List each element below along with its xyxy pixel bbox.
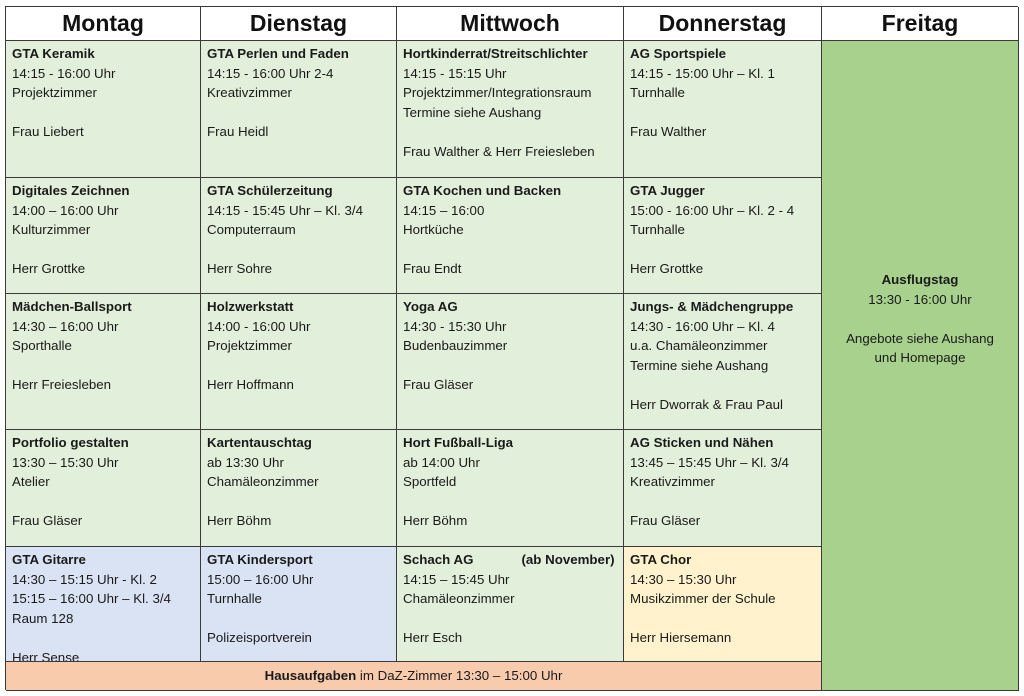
activity-line	[12, 492, 194, 512]
activity-line	[12, 240, 194, 260]
activity-line: 14:30 - 15:30 Uhr	[403, 318, 507, 334]
activity-title	[630, 181, 815, 201]
activity-line: Herr Grottke	[12, 261, 86, 277]
homework-label: Hausaufgaben	[264, 668, 357, 683]
activity-title	[630, 297, 815, 317]
activity-cell	[6, 178, 201, 294]
activity-line: 14:30 – 15:30 Uhr	[630, 571, 737, 587]
activity-line: 13:45 – 15:45 Uhr – Kl. 3/4	[630, 454, 789, 470]
activity-title-text: Schach AG	[403, 552, 474, 567]
activity-line: Frau Liebert	[12, 124, 84, 140]
activity-line: Budenbauzimmer	[403, 338, 508, 354]
activity-line: Herr Böhm	[207, 513, 272, 529]
activity-line: 14:30 – 16:00 Uhr	[12, 318, 119, 334]
activity-cell	[397, 41, 624, 178]
activity-cell	[624, 294, 822, 430]
activity-line: 14:00 – 16:00 Uhr	[12, 202, 119, 218]
activity-line: 15:15 – 16:00 Uhr – Kl. 3/4	[12, 591, 171, 607]
activity-line: Hortküche	[403, 222, 464, 238]
activity-line	[207, 492, 390, 512]
activity-title-text: Digitales Zeichnen	[12, 183, 130, 198]
activity-line: 14:15 - 16:00 Uhr	[12, 65, 116, 81]
activity-line: 13:30 – 15:30 Uhr	[12, 454, 119, 470]
activity-cell	[397, 430, 624, 547]
activity-title	[12, 297, 194, 317]
activity-line: u.a. Chamäleonzimmer	[630, 338, 768, 354]
activity-title	[12, 181, 194, 201]
friday-info-2: und Homepage	[874, 350, 966, 366]
activity-title-text: AG Sportspiele	[630, 46, 727, 61]
activity-title	[207, 433, 390, 453]
activity-cell	[624, 178, 822, 294]
activity-title-text: Hortkinderrat/Streitschlichter	[403, 46, 588, 61]
activity-cell	[6, 547, 201, 662]
activity-title-text: Jungs- & Mädchengruppe	[630, 299, 794, 314]
activity-line: Turnhalle	[630, 222, 685, 238]
activity-line	[403, 609, 617, 629]
activity-line	[630, 492, 815, 512]
activity-title-text: GTA Jugger	[630, 183, 705, 198]
friday-title: Ausflugstag	[881, 272, 959, 287]
activity-cell	[624, 430, 822, 547]
activity-title	[630, 433, 815, 453]
activity-title-text: Hort Fußball-Liga	[403, 435, 514, 450]
activity-note: (ab November)	[521, 552, 615, 567]
activity-cell	[397, 178, 624, 294]
activity-line	[207, 609, 390, 629]
activity-title	[207, 181, 390, 201]
header-donnerstag: Donnerstag	[624, 7, 822, 41]
activity-line: Computerraum	[207, 222, 296, 238]
activity-line: Herr Hoffmann	[207, 377, 294, 393]
activity-line: 14:30 - 16:00 Uhr – Kl. 4	[630, 318, 775, 334]
activity-line: 14:30 – 15:15 Uhr - Kl. 2	[12, 571, 157, 587]
activity-line: Atelier	[12, 474, 50, 490]
homework-footer	[6, 662, 822, 691]
activity-line: Herr Hiersemann	[630, 630, 732, 646]
activity-line: 14:15 - 15:00 Uhr – Kl. 1	[630, 65, 775, 81]
activity-line: 14:15 – 15:45 Uhr	[403, 571, 510, 587]
header-mittwoch: Mittwoch	[397, 7, 624, 41]
activity-line	[207, 240, 390, 260]
activity-line: Frau Walther & Herr Freiesleben	[403, 143, 595, 159]
activity-line: Herr Freiesleben	[12, 377, 112, 393]
activity-title-text: AG Sticken und Nähen	[630, 435, 774, 450]
activity-line	[403, 492, 617, 512]
activity-line	[403, 240, 617, 260]
activity-title	[403, 44, 617, 64]
activity-line	[630, 240, 815, 260]
activity-line: Termine siehe Aushang	[630, 357, 769, 373]
activity-line: Sporthalle	[12, 338, 72, 354]
activity-line: Frau Walther	[630, 124, 707, 140]
activity-title-text: GTA Perlen und Faden	[207, 46, 349, 61]
activity-cell	[201, 430, 397, 547]
activity-title	[12, 550, 194, 570]
activity-title	[12, 433, 194, 453]
activity-line: Polizeisportverein	[207, 630, 312, 646]
activity-line: ab 14:00 Uhr	[403, 454, 480, 470]
activity-line: Kreativzimmer	[630, 474, 715, 490]
activity-line: Frau Endt	[403, 261, 462, 277]
activity-cell	[624, 547, 822, 662]
homework-details: im DaZ-Zimmer 13:30 – 15:00 Uhr	[356, 668, 563, 683]
activity-line	[630, 375, 815, 395]
activity-line	[12, 628, 194, 648]
activity-line: Raum 128	[12, 610, 74, 626]
friday-time: 13:30 - 16:00 Uhr	[868, 291, 972, 307]
header-dienstag: Dienstag	[201, 7, 397, 41]
activity-cell	[201, 547, 397, 662]
activity-line: Projektzimmer	[12, 85, 97, 101]
activity-line	[207, 356, 390, 376]
activity-line: Sportfeld	[403, 474, 457, 490]
activity-line	[630, 609, 815, 629]
activity-line	[403, 356, 617, 376]
activity-line: Projektzimmer	[207, 338, 292, 354]
activity-line: 15:00 – 16:00 Uhr	[207, 571, 314, 587]
activity-line	[403, 122, 617, 142]
activity-line: Kulturzimmer	[12, 222, 91, 238]
activity-title	[630, 44, 815, 64]
schedule-table	[5, 6, 1018, 690]
activity-line: Frau Gläser	[630, 513, 701, 529]
activity-line: Herr Sohre	[207, 261, 273, 277]
activity-line	[630, 103, 815, 123]
activity-title	[207, 44, 390, 64]
activity-line: 14:15 - 16:00 Uhr 2-4	[207, 65, 334, 81]
activity-line: ab 13:30 Uhr	[207, 454, 284, 470]
activity-title	[403, 433, 617, 453]
activity-cell	[6, 294, 201, 430]
activity-title	[403, 181, 617, 201]
activity-title-text: GTA Schülerzeitung	[207, 183, 333, 198]
activity-title-text: Holzwerkstatt	[207, 299, 294, 314]
activity-line	[12, 356, 194, 376]
activity-cell	[397, 547, 624, 662]
activity-title	[403, 550, 617, 570]
activity-title	[207, 550, 390, 570]
activity-line: Kreativzimmer	[207, 85, 292, 101]
activity-cell	[201, 178, 397, 294]
activity-title-text: GTA Kochen und Backen	[403, 183, 562, 198]
activity-line: Herr Sense	[12, 649, 80, 662]
activity-title-text: GTA Kindersport	[207, 552, 313, 567]
header-freitag: Freitag	[822, 7, 1019, 41]
friday-info: Angebote siehe Aushang	[846, 330, 994, 346]
activity-title-text: Portfolio gestalten	[12, 435, 129, 450]
header-montag: Montag	[6, 7, 201, 41]
activity-line: Chamäleonzimmer	[207, 474, 319, 490]
activity-title-text: GTA Gitarre	[12, 552, 86, 567]
activity-line: Herr Grottke	[630, 261, 704, 277]
activity-line: Musikzimmer der Schule	[630, 591, 776, 607]
activity-line: Frau Gläser	[403, 377, 474, 393]
activity-cell	[201, 41, 397, 178]
activity-line: 14:15 – 16:00	[403, 202, 485, 218]
activity-cell	[201, 294, 397, 430]
activity-line: Herr Esch	[403, 630, 463, 646]
activity-title	[403, 297, 617, 317]
activity-cell	[6, 41, 201, 178]
activity-line: 14:15 - 15:45 Uhr – Kl. 3/4	[207, 202, 363, 218]
activity-line: Herr Dworrak & Frau Paul	[630, 396, 783, 412]
activity-line: 14:15 - 15:15 Uhr	[403, 65, 507, 81]
activity-line: 15:00 - 16:00 Uhr – Kl. 2 - 4	[630, 202, 795, 218]
activity-title	[12, 44, 194, 64]
activity-title	[207, 297, 390, 317]
activity-line: Frau Heidl	[207, 124, 269, 140]
activity-cell	[624, 41, 822, 178]
activity-title-text: GTA Keramik	[12, 46, 95, 61]
activity-line: 14:00 - 16:00 Uhr	[207, 318, 311, 334]
activity-cell	[6, 430, 201, 547]
activity-line: Termine siehe Aushang	[403, 104, 542, 120]
activity-title-text: GTA Chor	[630, 552, 692, 567]
activity-line: Frau Gläser	[12, 513, 83, 529]
activity-line: Projektzimmer/Integrationsraum	[403, 85, 592, 101]
activity-line: Turnhalle	[207, 591, 262, 607]
activity-line	[12, 103, 194, 123]
activity-title-text: Mädchen-Ballsport	[12, 299, 132, 314]
activity-title-text: Kartentauschtag	[207, 435, 312, 450]
activity-cell	[397, 294, 624, 430]
activity-line: Turnhalle	[630, 85, 685, 101]
activity-line: Chamäleonzimmer	[403, 591, 515, 607]
activity-title-text: Yoga AG	[403, 299, 458, 314]
friday-excursion-cell	[822, 41, 1019, 691]
activity-line: Herr Böhm	[403, 513, 468, 529]
activity-line	[207, 103, 390, 123]
activity-title	[630, 550, 815, 570]
